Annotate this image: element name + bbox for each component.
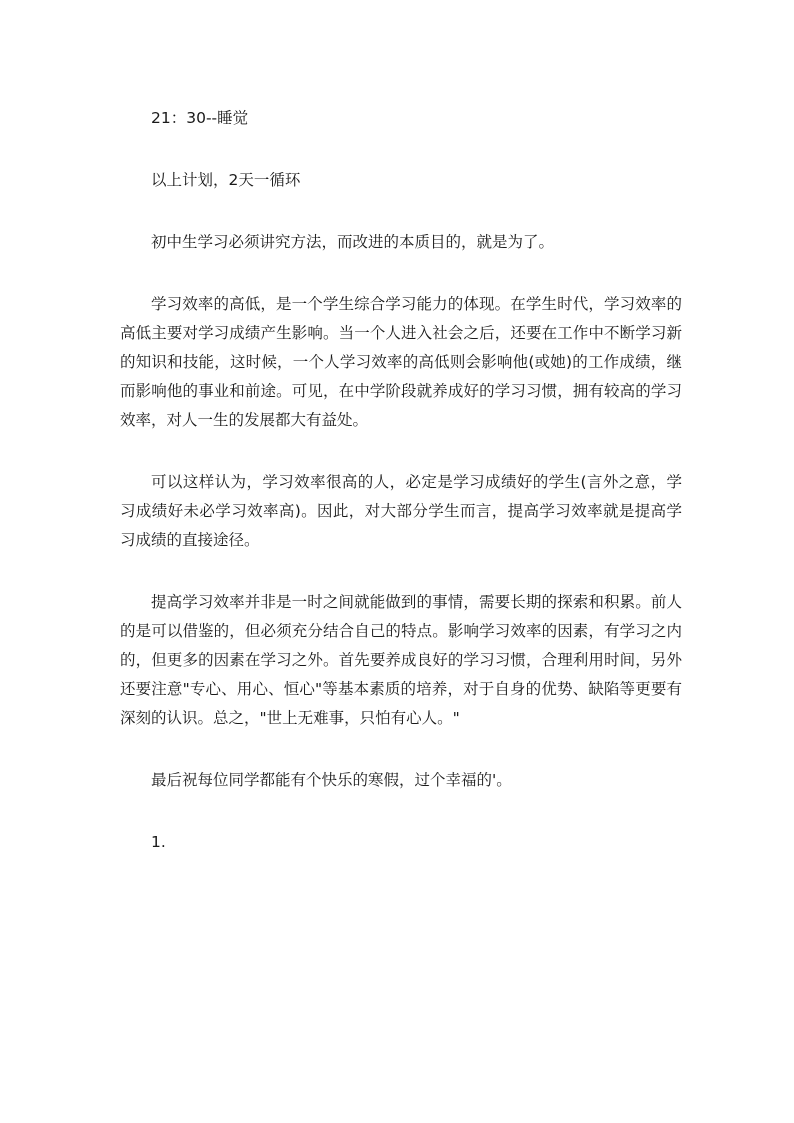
paragraph-list-number: 1. [151,833,166,851]
paragraph-plan-cycle: 以上计划，2天一循环 [151,171,301,189]
paragraph-efficiency-grades: 可以这样认为，学习效率很高的人，必定是学习成绩好的学生(言外之意，学习成绩好未必学习效率高)。因此，对大部分学生而言，提高学习效率就是提高学习成绩的直接途径。 [120,473,682,549]
paragraph-improve-efficiency: 提高学习效率并非是一时之间就能做到的事情，需要长期的探索和积累。前人的是可以借鉴的，但必须充分结合自己的特点。影响学习效率的因素，有学习之内的，但更多的因素在学习之外。首先要养成良好的学习习惯，合理利用时间，另外还要注意"专心、用心、恒心"等基本素质的培养，对于自身的优势、缺陷等更要有深刻的认识。总之，"世上无难事，只怕有心人。" [120,593,682,727]
paragraph-holiday-wishes: 最后祝每位同学都能有个快乐的寒假，过个幸福的'。 [151,771,512,789]
paragraph-schedule-sleep: 21：30--睡觉 [151,109,249,127]
paragraph-study-method: 初中生学习必须讲究方法，而改进的本质目的，就是为了。 [151,233,555,251]
paragraph-efficiency-importance: 学习效率的高低，是一个学生综合学习能力的体现。在学生时代，学习效率的高低主要对学习成绩产生影响。当一个人进入社会之后，还要在工作中不断学习新的知识和技能，这时候，一个人学习效率的高低则会影响他(或她)的工作成绩，继而影响他的事业和前途。可见，在中学阶段就养成好的学习习惯，拥有较高的学习效率，对人一生的发展都大有益处。 [120,295,682,429]
document-body [120,104,682,890]
